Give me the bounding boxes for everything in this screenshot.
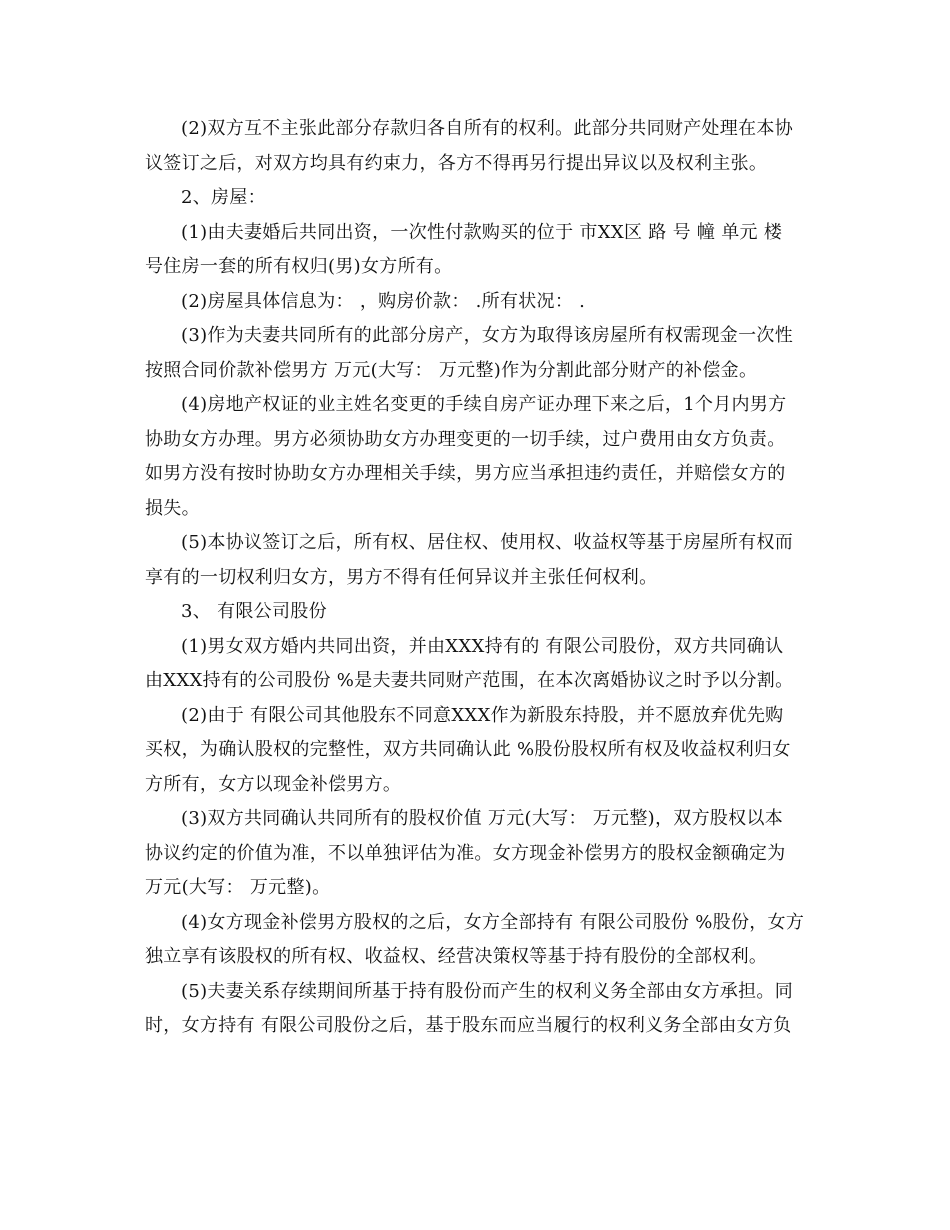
text-line: 议签订之后，对双方均具有约束力，各方不得再另行提出异议以及权利主张。 xyxy=(145,152,768,174)
text-line: 独立享有该股权的所有权、收益权、经营决策权等基于持有股份的全部权利。 xyxy=(145,946,768,967)
text-line: 方所有，女方以现金补偿男方。 xyxy=(145,773,402,795)
text-line: 2、房屋： xyxy=(181,187,266,208)
text-line: (4)女方现金补偿男方股权的之后，女方全部持有 有限公司股份 %股份，女方 xyxy=(181,911,805,933)
text-line: 3、 有限公司股份 xyxy=(181,601,327,622)
text-line: 享有的一切权利归女方，男方不得有任何异议并主张任何权利。 xyxy=(145,566,658,588)
text-line: 时，女方持有 有限公司股份之后，基于股东而应当履行的权利义务全部由女方负 xyxy=(145,1015,792,1036)
document-body xyxy=(145,112,810,1044)
text-line: (5)本协议签订之后，所有权、居住权、使用权、收益权等基于房屋所有权而 xyxy=(181,532,793,553)
text-line: 如男方没有按时协助女方办理相关手续，男方应当承担违约责任，并赔偿女方的 xyxy=(145,463,786,484)
text-line: 万元(大写： 万元整)。 xyxy=(145,877,331,898)
paragraph-house-4 xyxy=(145,388,810,526)
text-line: (5)夫妻关系存续期间所基于持有股份而产生的权利义务全部由女方承担。同 xyxy=(181,980,793,1002)
text-line: 损失。 xyxy=(145,497,200,519)
text-line: 协议约定的价值为准，不以单独评估为准。女方现金补偿男方的股权金额确定为 xyxy=(145,842,786,864)
text-line: 由XXX持有的公司股份 %是夫妻共同财产范围，在本次离婚协议之时予以分割。 xyxy=(145,670,794,691)
paragraph-house-1 xyxy=(145,216,810,285)
text-line: (1)男女双方婚内共同出资，并由XXX持有的 有限公司股份，双方共同确认 xyxy=(181,635,784,657)
section-heading-shares xyxy=(145,595,810,630)
paragraph-house-5 xyxy=(145,526,810,595)
section-heading-house xyxy=(145,181,810,216)
paragraph-shares-3 xyxy=(145,802,810,906)
text-line: (1)由夫妻婚后共同出资，一次性付款购买的位于 市XX区 路 号 幢 单元 楼 xyxy=(181,221,783,243)
paragraph-house-2 xyxy=(145,285,810,320)
text-line: (4)房地产权证的业主姓名变更的手续自房产证办理下来之后，1个月内男方 xyxy=(181,394,787,415)
text-line: (3)双方共同确认共同所有的股权价值 万元(大写： 万元整)，双方股权以本 xyxy=(181,808,784,829)
paragraph-shares-5 xyxy=(145,975,810,1044)
text-line: 买权，为确认股权的完整性，双方共同确认此 %股份股权所有权及收益权利归女 xyxy=(145,739,791,760)
paragraph-deposit-2 xyxy=(145,112,810,181)
paragraph-shares-1 xyxy=(145,630,810,699)
text-line: 按照合同价款补偿男方 万元(大写： 万元整)作为分割此部分财产的补偿金。 xyxy=(145,359,758,381)
text-line: (2)由于 有限公司其他股东不同意XXX作为新股东持股，并不愿放弃优先购 xyxy=(181,704,784,726)
paragraph-shares-4 xyxy=(145,906,810,975)
text-line: (2)双方互不主张此部分存款归各自所有的权利。此部分共同财产处理在本协 xyxy=(181,118,793,139)
paragraph-house-3 xyxy=(145,319,810,388)
paragraph-shares-2 xyxy=(145,699,810,803)
text-line: 号住房一套的所有权归(男)女方所有。 xyxy=(145,256,453,277)
text-line: (2)房屋具体信息为： ，购房价款： .所有状况： . xyxy=(181,290,586,312)
text-line: (3)作为夫妻共同所有的此部分房产，女方为取得该房屋所有权需现金一次性 xyxy=(181,325,793,346)
text-line: 协助女方办理。男方必须协助女方办理变更的一切手续，过户费用由女方负责。 xyxy=(145,428,786,450)
